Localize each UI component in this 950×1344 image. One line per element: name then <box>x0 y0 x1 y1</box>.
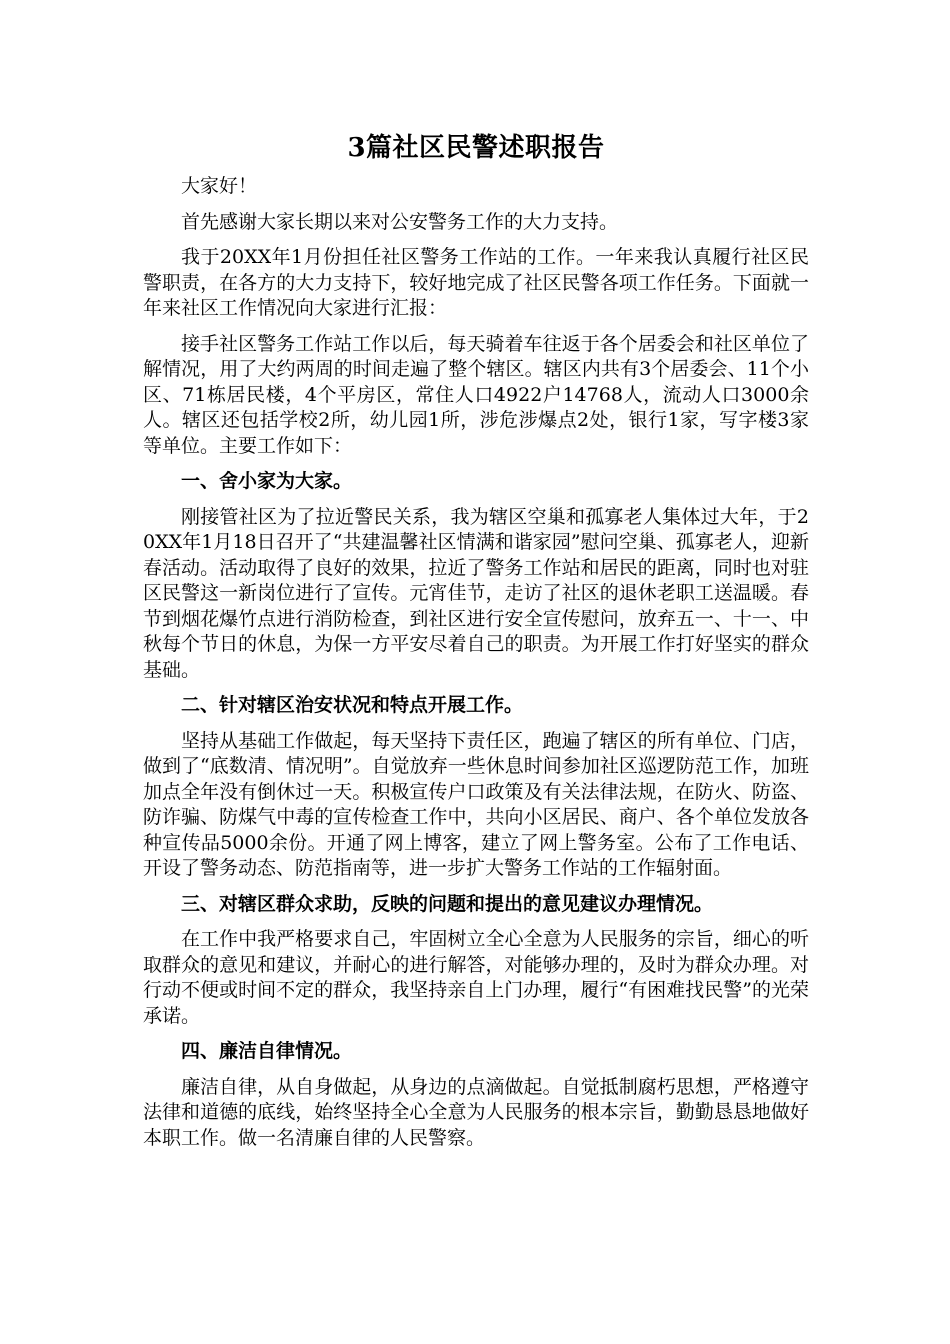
section-body-4: 廉洁自律，从自身做起，从身边的点滴做起。自觉抵制腐朽思想，严格遵守法律和道德的底线，始终坚持全心全意为人民服务的根本宗旨，勤勤恳恳地做好本职工作。做一名清廉自律的人民警察。 <box>143 1075 809 1149</box>
section-body-3: 在工作中我严格要求自己，牢固树立全心全意为人民服务的宗旨，细心的听取群众的意见和建议，并耐心的进行解答，对能够办理的，及时为群众办理。对行动不便或时间不定的群众，我坚持亲自上门办理，履行“有困难找民警”的光荣承诺。 <box>143 928 809 1027</box>
document-title: 3篇社区民警述职报告 <box>347 133 605 163</box>
section-body-1: 刚接管社区为了拉近警民关系，我为辖区空巢和孤寡老人集体过大年，于20XX年1月18日召开了“共建温馨社区情满和谐家园”慰问空巢、孤寡老人，迎新春活动。活动取得了良好的效果，拉近了警务工作站和居民的距离，同时也对驻区民警这一新岗位进行了宣传。元宵佳节，走访了社区的退休老职工送温暖。春节到烟花爆竹点进行消防检查，到社区进行安全宣传慰问，放弃五一、十一、中秋每个节日的休息，为保一方平安尽着自己的职责。为开展工作打好坚实的群众基础。 <box>143 505 809 681</box>
section-heading-1: 一、舍小家为大家。 <box>181 470 353 492</box>
intro-paragraph: 首先感谢大家长期以来对公安警务工作的大力支持。 <box>181 210 619 233</box>
section-body-2: 坚持从基础工作做起，每天坚持下责任区，跑遍了辖区的所有单位、门店，做到了“底数清、情况明”。自觉放弃一些休息时间参加社区巡逻防范工作，加班加点全年没有倒休过一天。积极宣传户口政策及有关法律法规，在防火、防盗、防诈骗、防煤气中毒的宣传检查工作中，共向小区居民、商户、各个单位发放各种宣传品5000余份。开通了网上博客，建立了网上警务室。公布了工作电话、开设了警务动态、防范指南等，进一步扩大警务工作站的工作辐射面。 <box>143 729 809 879</box>
section-heading-3: 三、对辖区群众求助，反映的问题和提出的意见建议办理情况。 <box>181 892 714 915</box>
section-heading-2: 二、针对辖区治安状况和特点开展工作。 <box>181 694 524 716</box>
greeting-paragraph: 大家好！ <box>181 175 258 197</box>
document-page <box>143 128 809 1161</box>
section-heading-4: 四、廉洁自律情况。 <box>181 1040 353 1062</box>
body-paragraph-2: 接手社区警务工作站工作以后，每天骑着车往返于各个居委会和社区单位了解情况，用了大约两周的时间走遍了整个辖区。辖区内共有3个居委会、11个小区、71栋居民楼，4个平房区，常住人口4922户14768人，流动人口3000余人。辖区还包括学校2所，幼儿园1所，涉危涉爆点2处，银行1家，写字楼3家等单位。主要工作如下： <box>143 332 809 457</box>
body-paragraph-1: 我于20XX年1月份担任社区警务工作站的工作。一年来我认真履行社区民警职责，在各方的大力支持下，较好地完成了社区民警各项工作任务。下面就一年来社区工作情况向大家进行汇报： <box>143 246 809 319</box>
